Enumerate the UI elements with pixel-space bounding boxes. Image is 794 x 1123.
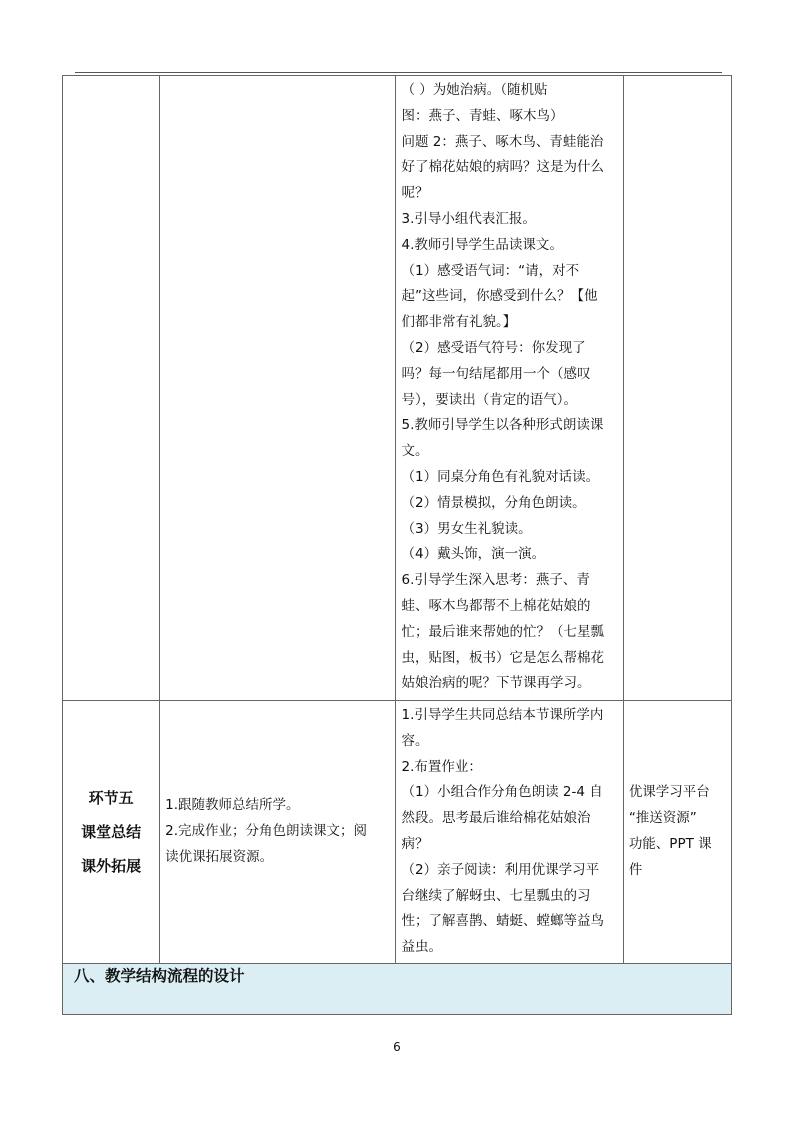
text-line: （2）情景模拟，分角色朗读。 [401,494,586,511]
teacher-activity-text [396,76,622,699]
text-line: 益虫。 [401,939,442,956]
text-line: 图：燕子、青蛙、啄木鸟） [401,107,564,124]
text-line: （1）小组合作分角色朗读 2-4 自 [401,784,603,801]
text-line: 忙；最后谁来帮她的忙？（七星瓢 [401,623,604,640]
resource-cell [623,701,731,964]
section-title: 八、教学结构流程的设计 [74,966,245,985]
text-line: 5.教师引导学生以各种形式朗读课 [401,417,604,434]
student-activity-text [160,791,395,872]
text-line: 环节五 [88,788,134,807]
text-line: 1.引导学生共同总结本节课所学内 [401,707,604,723]
text-line: （4）戴头饰，演一演。 [401,546,546,563]
header-rule [75,72,722,73]
text-line: 优课学习平台 [628,784,710,801]
section-heading-row [63,963,732,1014]
text-line: 功能、PPT 课 [628,835,712,852]
stage-label [63,781,159,883]
text-line: 蛙、啄木鸟都帮不上棉花姑娘的 [401,597,591,614]
text-line: （2）感受语气符号：你发现了 [401,339,586,356]
text-line: 号），要读出（肯定的语气）。 [401,391,577,408]
stage-cell [63,701,160,964]
text-line: 然段。思考最后谁给棉花姑娘治 [401,810,591,827]
text-line: 呢？ [401,185,429,202]
teacher-activity-cell [396,76,623,701]
section-heading-cell [63,963,732,1014]
teacher-activity-cell [396,701,623,964]
text-line: 4.教师引导学生品读课文。 [401,236,563,253]
text-line: 吗？每一句结尾都用一个（感叹 [401,365,591,382]
text-line: 1.跟随教师总结所学。 [165,797,300,814]
text-line: 好了棉花姑娘的病吗？这是为什么 [401,159,604,176]
student-activity-cell [160,701,396,964]
text-line: 起”这些词，你感受到什么？【他 [401,288,598,305]
text-line: 课堂总结 [81,822,142,841]
text-line: 问题 2：燕子、啄木鸟、青蛙能治 [401,133,604,150]
text-line: 性；了解喜鹊、蜻蜓、螳螂等益鸟 [401,913,604,930]
text-line: 2.布置作业： [401,758,482,775]
text-line: 3.引导小组代表汇报。 [401,210,536,227]
resource-text [624,778,731,885]
text-line: 读优课拓展资源。 [165,848,274,865]
teacher-activity-text [396,701,622,963]
text-line: 台继续了解蚜虫、七星瓢虫的习 [401,887,591,904]
stage-cell-empty [63,76,160,701]
text-line: 病？ [401,835,429,852]
page-number: 6 [393,1040,401,1054]
text-line: 文。 [401,443,429,460]
text-line: 容。 [401,732,429,749]
text-line: （3）男女生礼貌读。 [401,520,532,537]
student-activity-cell-empty [160,76,396,701]
lesson-plan-table [62,75,732,1015]
text-line: 6.引导学生深入思考：燕子、青 [401,572,590,589]
text-line: （1）感受语气词：“请，对不 [401,262,580,279]
text-line: 虫，贴图，板书）它是怎么帮棉花 [401,649,604,666]
text-line: 姑娘治病的呢？下节课再学习。 [401,675,591,692]
text-line: （2）亲子阅读：利用优课学习平 [401,861,600,878]
text-line: （ ）为她治病。（随机贴 [401,82,548,98]
text-line: 们都非常有礼貌。】 [401,314,517,331]
text-line: “推送资源” [628,810,697,827]
table-row [63,701,732,964]
text-line: 2.完成作业；分角色朗读课文；阅 [165,823,368,840]
text-line: 课外拓展 [81,856,142,875]
table-row [63,76,732,701]
text-line: （1）同桌分角色有礼貌对话读。 [401,468,600,485]
resource-cell-empty [623,76,731,701]
text-line: 件 [628,861,643,878]
